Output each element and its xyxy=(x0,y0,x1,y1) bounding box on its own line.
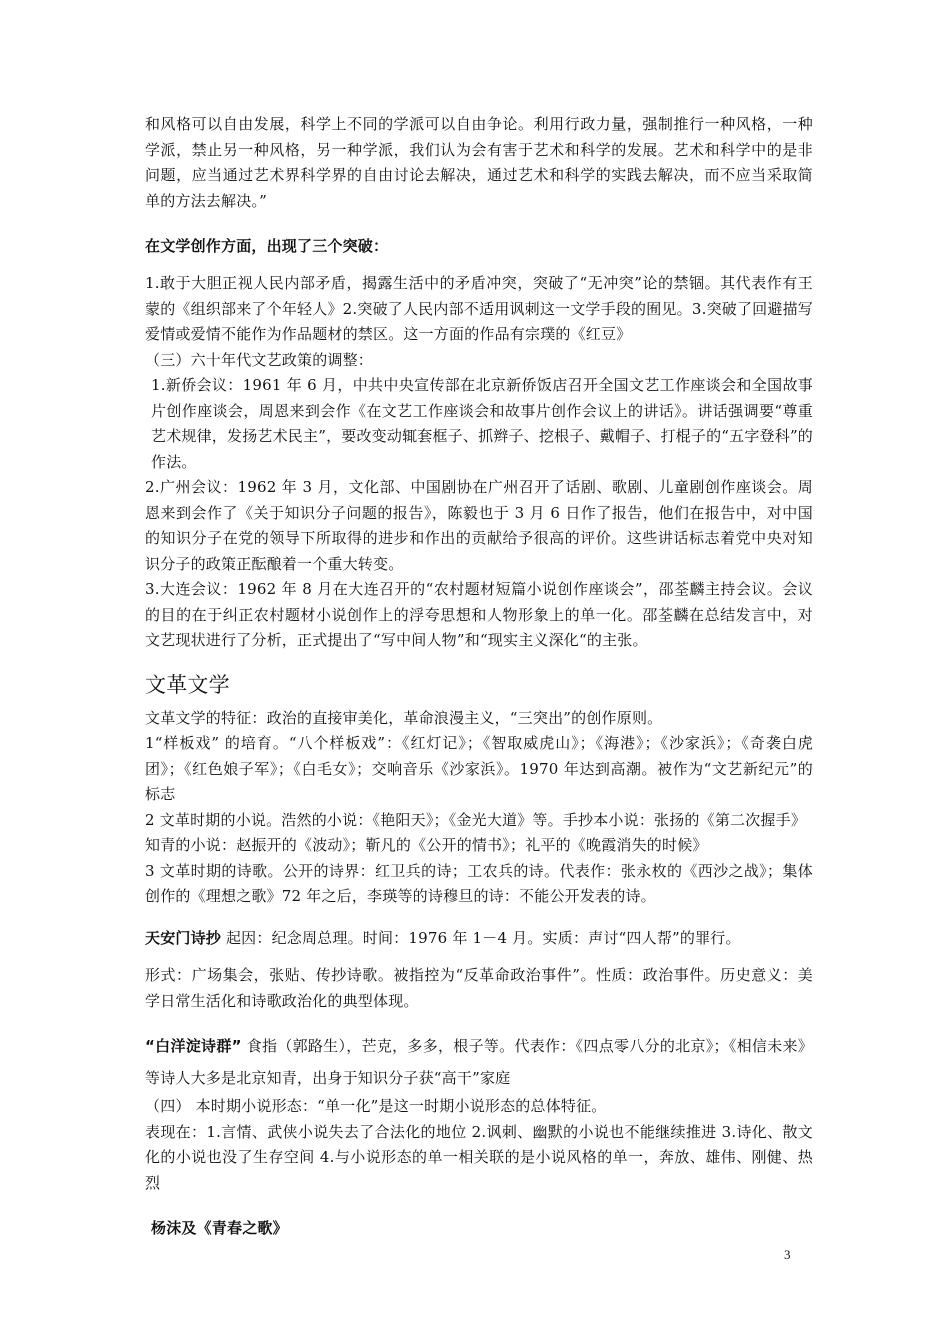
paragraph: 1.敢于大胆正视人民内部矛盾，揭露生活中的矛盾冲突，突破了“无冲突”论的禁锢。其代表作有王蒙的《组织部来了个年轻人》2.突破了人民内部不适用讽刺这一文学手段的囿见。3.突破了回避描写爱情或爱情不能作为作品题材的禁区。这一方面的作品有宗璞的《红豆》 xyxy=(145,274,813,343)
paragraph: 形式：广场集会，张贴、传抄诗歌。被指控为“反革命政治事件”。性质：政治事件。历史意义：美学日常生活化和诗歌政治化的典型体现。 xyxy=(145,966,813,1010)
section-title: 文革文学 xyxy=(145,672,230,697)
tiananmen-title: 天安门诗抄 xyxy=(145,928,222,947)
paragraph: 2.广州会议：1962 年 3 月，文化部、中国剧协在广州召开了话剧、歌剧、儿童剧创作座谈会。周恩来到会作了《关于知识分子问题的报告》，陈毅也于 3 月 6 日作了报告，他们在报告中，对中国的知识分子在党的领导下所取得的进步和作出的贡献给予很高的评价。这些讲话标志着党中央对知识分子的政策正酝酿着一个重大转变。 xyxy=(145,478,813,573)
paragraph-baiyangdian xyxy=(145,1030,813,1094)
tiananmen-text: 起因：纪念周总理。时间：1976 年 1－4 月。实质：声讨“四人帮”的罪行。 xyxy=(221,928,741,947)
paragraph: 1.新侨会议：1961 年 6 月，中共中央宣传部在北京新侨饭店召开全国文艺工作座谈会和全国故事片创作座谈会，周恩来到会作《在文艺工作座谈会和故事片创作会议上的讲话》。讲话强调要“尊重艺术规律，发扬艺术民主”，要改变动辄套框子、抓辫子、挖根子、戴帽子、打棍子的“五字登科”的作法。 xyxy=(151,376,814,471)
paragraph: 和风格可以自由发展，科学上不同的学派可以自由争论。利用行政力量，强制推行一种风格，一种学派，禁止另一种风格，另一种学派，我们认为会有害于艺术和科学的发展。艺术和科学中的是非问题，应当通过艺术界科学界的自由讨论去解决，通过艺术和科学的实践去解决，而不应当采取简单的方法去解决。” xyxy=(145,115,813,210)
paragraph: 2 文革时期的小说。浩然的小说：《艳阳天》；《金光大道》等。手抄本小说：张扬的《第二次握手》 xyxy=(145,810,807,829)
paragraph: 文革文学的特征：政治的直接审美化，革命浪漫主义，“三突出”的创作原则。 xyxy=(145,708,663,727)
document-page xyxy=(145,112,813,1241)
paragraph: 3.大连会议：1962 年 8 月在大连召开的“农村题材短篇小说创作座谈会”，邵荃麟主持会议。会议的目的在于纠正农村题材小说创作上的浮夸思想和人物形象上的单一化。邵荃麟在总结发言中，对文艺现状进行了分析，正式提出了“写中间人物”和“现实主义深化“的主张。 xyxy=(145,580,813,649)
paragraph: （三）六十年代文艺政策的调整： xyxy=(145,350,374,369)
paragraph-tiananmen xyxy=(145,926,813,952)
page-number: 3 xyxy=(784,1247,791,1262)
paragraph: 表现在：1.言情、武侠小说失去了合法化的地位 2.讽刺、幽默的小说也不能继续推进 3.诗化、散文化的小说也没了生存空间 4.与小说形态的单一相关联的是小说风格的单一，奔放、雄伟、刚健、热烈 xyxy=(145,1122,813,1192)
baiyangdian-text: 食指（郭路生），芒克，多多，根子等。代表作：《四点零八分的北京》；《相信未来》等诗人大多是北京知青，出身于知识分子获“高干”家庭 xyxy=(145,1037,813,1087)
paragraph: 3 文革时期的诗歌。公开的诗界：红卫兵的诗；工农兵的诗。代表作：张永枚的《西沙之战》；集体创作的《理想之歌》72 年之后，李瑛等的诗穆旦的诗：不能公开发表的诗。 xyxy=(145,861,813,905)
paragraph: （四） 本时期小说形态：“单一化”是这一时期小说形态的总体特征。 xyxy=(145,1097,607,1115)
paragraph: 1“样板戏” 的培育。“八个样板戏”：《红灯记》；《智取威虎山》；《海港》；《沙家浜》；《奇袭白虎团》；《红色娘子军》；《白毛女》；交响音乐《沙家浜》。1970 年达到高潮。被作为“文艺新纪元”的标志 xyxy=(145,734,813,803)
baiyangdian-title: “白洋淀诗群” xyxy=(145,1037,242,1055)
paragraph: 知青的小说：赵振开的《波动》；靳凡的《公开的情书》；礼平的《晚霞消失的时候》 xyxy=(145,836,708,854)
section-heading: 在文学创作方面，出现了三个突破： xyxy=(145,237,389,255)
section-heading: 杨沫及《青春之歌》 xyxy=(151,1219,288,1237)
